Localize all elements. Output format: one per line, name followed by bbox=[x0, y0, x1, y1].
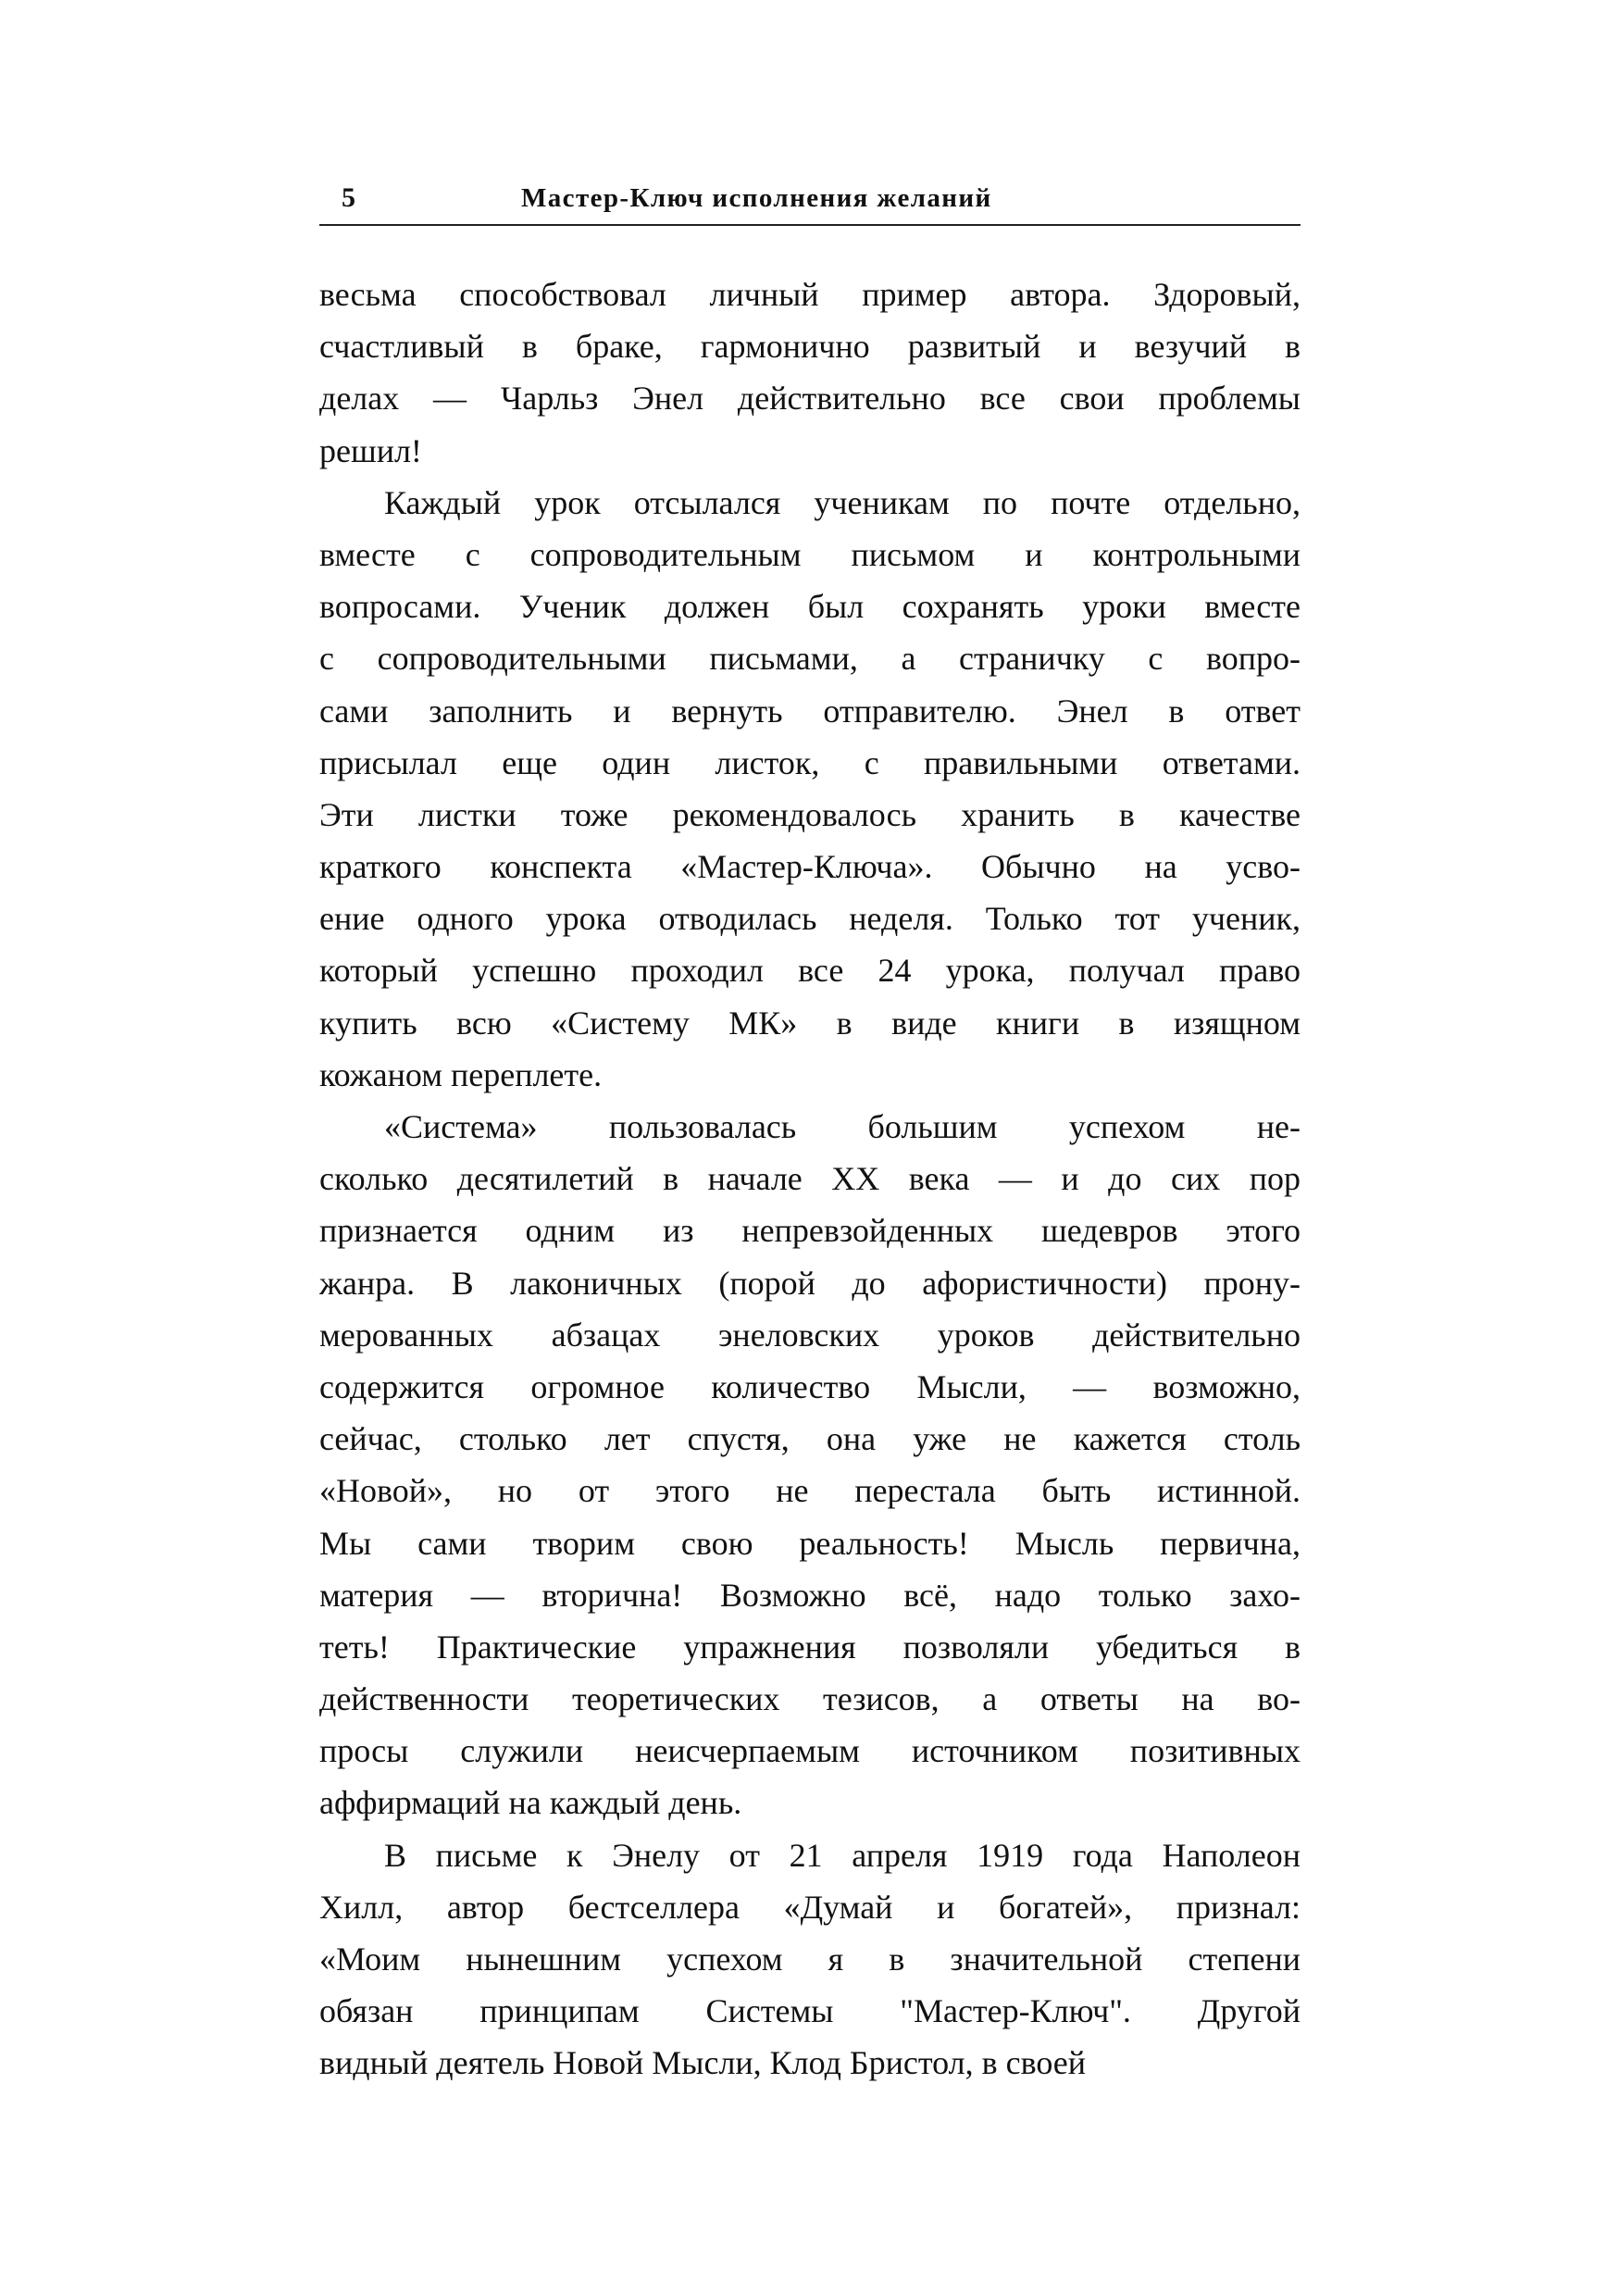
text-line: Эти листки тоже рекомендовалось хранить в качестве bbox=[319, 795, 1301, 833]
text-line: аффирмаций на каждый день. bbox=[319, 1784, 742, 1822]
running-title: Мастер-Ключ исполнения желаний bbox=[521, 183, 992, 213]
text-line: счастливый в браке, гармонично развитый и везучий в bbox=[319, 328, 1301, 366]
paragraph bbox=[319, 268, 1301, 477]
text-line: решил! bbox=[319, 431, 422, 469]
text-line: делах — Чарльз Энел действительно все свои проблемы bbox=[319, 380, 1301, 418]
text-line: присылал еще один листок, с правильными ответами. bbox=[319, 743, 1301, 781]
text-line: кожаном переплете. bbox=[319, 1055, 603, 1093]
text-body bbox=[319, 268, 1301, 2090]
text-line: действенности теоретических тезисов, а ответы на во- bbox=[319, 1680, 1301, 1718]
text-line: Мы сами творим свою реальность! Мысль первична, bbox=[319, 1524, 1301, 1562]
text-line: который успешно проходил все 24 урока, получал право bbox=[319, 952, 1301, 990]
text-line: теть! Практические упражнения позволяли убедиться в bbox=[319, 1628, 1301, 1666]
text-line: содержится огромное количество Мысли, — возможно, bbox=[319, 1367, 1301, 1405]
text-line: «Моим нынешним успехом я в значительной степени bbox=[319, 1940, 1301, 1978]
text-line: жанра. В лаконичных (порой до афористичности) прону- bbox=[319, 1264, 1301, 1302]
text-line: просы служили неисчерпаемым источником позитивных bbox=[319, 1732, 1301, 1770]
text-line: купить всю «Систему МК» в виде книги в изящном bbox=[319, 1004, 1301, 1042]
paragraph bbox=[319, 1829, 1301, 2090]
text-line: весьма способствовал личный пример автора. Здоровый, bbox=[319, 276, 1301, 313]
paragraph bbox=[319, 1101, 1301, 1829]
text-line: обязан принципам Системы "Мастер-Ключ". Другой bbox=[319, 1992, 1301, 2030]
text-line: ение одного урока отводилась неделя. Только тот ученик, bbox=[319, 900, 1301, 938]
text-line: «Новой», но от этого не перестала быть истинной. bbox=[319, 1472, 1301, 1510]
text-line: вместе с сопроводительным письмом и контрольными bbox=[319, 535, 1301, 573]
text-line: сколько десятилетий в начале XX века — и до сих пор bbox=[319, 1160, 1301, 1198]
text-line: мерованных абзацах энеловских уроков действительно bbox=[319, 1316, 1301, 1354]
running-header bbox=[319, 178, 1301, 226]
paragraph bbox=[319, 477, 1301, 1101]
text-line: материя — вторична! Возможно всё, надо только захо- bbox=[319, 1576, 1301, 1614]
text-line: Каждый урок отсылался ученикам по почте отдельно, bbox=[384, 483, 1301, 521]
text-line: признается одним из непревзойденных шедевров этого bbox=[319, 1212, 1301, 1250]
text-line: «Система» пользовалась большим успехом не- bbox=[384, 1108, 1301, 1145]
text-line: с сопроводительными письмами, а страничку с вопро- bbox=[319, 640, 1301, 678]
page-number: 5 bbox=[342, 182, 355, 213]
text-line: сами заполнить и вернуть отправителю. Энел в ответ bbox=[319, 692, 1301, 730]
text-line: вопросами. Ученик должен был сохранять уроки вместе bbox=[319, 588, 1301, 626]
text-line: краткого конспекта «Мастер-Ключа». Обычно на усво- bbox=[319, 848, 1301, 886]
text-line: В письме к Энелу от 21 апреля 1919 года Наполеон bbox=[384, 1836, 1301, 1874]
text-line: Хилл, автор бестселлера «Думай и богатей», признал: bbox=[319, 1888, 1301, 1926]
text-line: видный деятель Новой Мысли, Клод Бристол, в своей bbox=[319, 2044, 1086, 2082]
text-line: сейчас, столько лет спустя, она уже не кажется столь bbox=[319, 1420, 1301, 1458]
